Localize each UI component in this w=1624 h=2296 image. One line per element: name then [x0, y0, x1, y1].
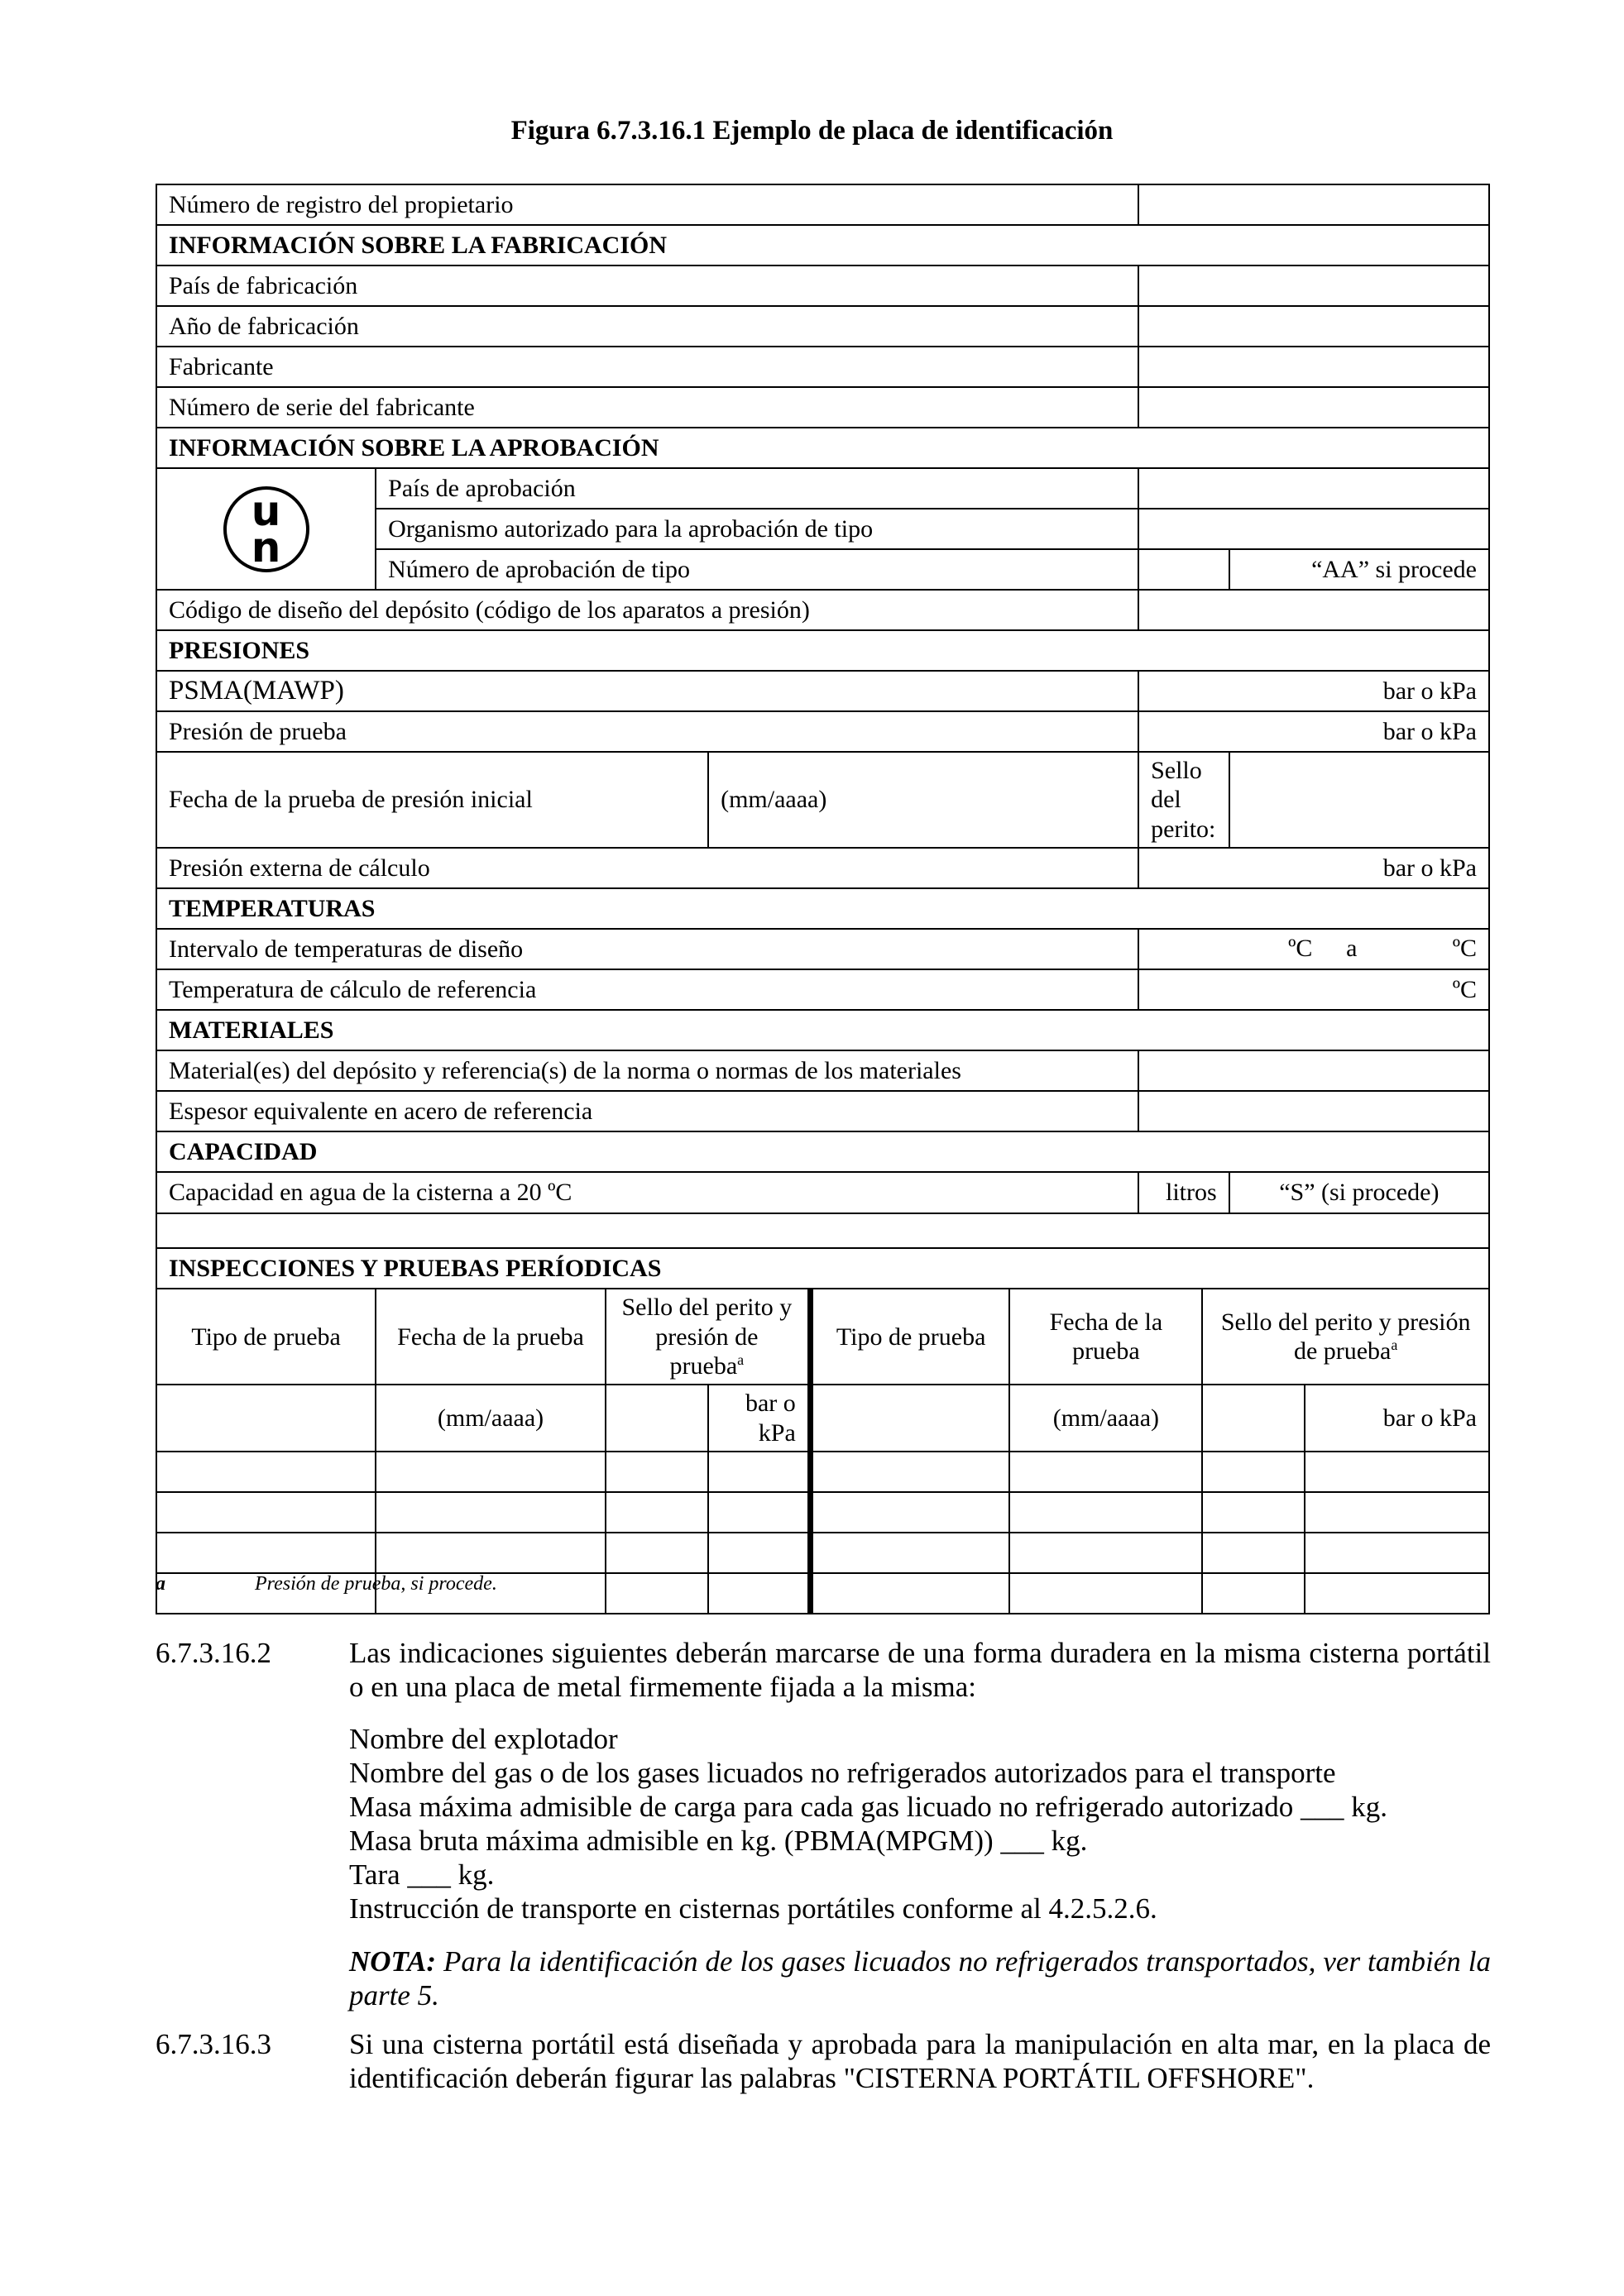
- col-test-type-1: Tipo de prueba: [156, 1289, 376, 1385]
- section-6-7-3-16-3-text: Si una cisterna portátil está diseñada y aprobada para la manipulación en alta mar, en la placa de identificación deberán figurar las palabras "CISTERNA PORTÁTIL OFFSHORE".: [349, 2028, 1491, 2094]
- col-stamp-pressure-2-text: Sello del perito y presión de prueba: [1220, 1308, 1471, 1366]
- marking-line: Nombre del gas o de los gases licuados no refrigerados autorizados para el transporte: [349, 1757, 1336, 1789]
- inspection-cell: [606, 1385, 708, 1452]
- country-of-approval-value: [1138, 468, 1489, 509]
- test-pressure-unit: bar o kPa: [1138, 711, 1489, 752]
- marking-line: Tara ___ kg.: [349, 1858, 495, 1891]
- un-logo-n: n: [251, 523, 281, 572]
- section-6-7-3-16-2-intro: Las indicaciones siguientes deberán marcarse de una forma duradera en la misma cisterna portátil o en una placa de metal firmemente fijada a la misma:: [349, 1637, 1491, 1703]
- un-logo-u: u: [251, 486, 281, 535]
- s-if-applicable: “S” (si procede): [1229, 1172, 1489, 1213]
- mawp-unit: bar o kPa: [1138, 671, 1489, 711]
- test-pressure-label: Presión de prueba: [156, 711, 1138, 752]
- mawp-label: PSMA(MAWP): [156, 671, 1138, 711]
- marking-line: Nombre del explotador: [349, 1723, 618, 1755]
- footnote-ref-2: a: [1391, 1337, 1398, 1354]
- shell-materials-label: Material(es) del depósito y referencia(s) de la norma o normas de los materiales: [156, 1050, 1138, 1091]
- marking-list: [349, 1722, 1491, 1925]
- reference-temp-unit: ºC: [1138, 969, 1489, 1010]
- reference-temp-label: Temperatura de cálculo de referencia: [156, 969, 1138, 1010]
- owner-registration-value: [1138, 184, 1489, 225]
- water-capacity-unit: litros: [1138, 1172, 1229, 1213]
- figure-title: Figura 6.7.3.16.1 Ejemplo de placa de identificación: [510, 116, 1114, 146]
- section-6-7-3-16-3-number: 6.7.3.16.3: [156, 2028, 271, 2060]
- marking-line: Masa máxima admisible de carga para cada gas licuado no refrigerado autorizado ___ kg.: [349, 1791, 1387, 1823]
- footnote: [156, 1573, 497, 1595]
- pressures-header: PRESIONES: [156, 630, 1489, 671]
- inspection-date-format-2: (mm/aaaa): [1009, 1385, 1202, 1452]
- footnote-marker: a: [156, 1573, 165, 1595]
- initial-test-date-format: (mm/aaaa): [708, 752, 1138, 848]
- approval-body-value: [1138, 509, 1489, 549]
- equiv-thickness-value: [1138, 1091, 1489, 1131]
- manufacturing-header: INFORMACIÓN SOBRE LA FABRICACIÓN: [156, 225, 1489, 265]
- approval-number-label: Número de aprobación de tipo: [376, 549, 1138, 590]
- serial-number-label: Número de serie del fabricante: [156, 387, 1138, 428]
- col-stamp-pressure-1: [606, 1289, 810, 1385]
- marking-line: Masa bruta máxima admisible en kg. (PBMA(MPGM)) ___ kg.: [349, 1825, 1088, 1857]
- inspection-cell: [156, 1385, 376, 1452]
- un-logo-cell: [156, 468, 376, 590]
- temp-from-unit: ºC: [1288, 935, 1313, 963]
- expert-stamp-value: [1229, 752, 1489, 848]
- note-label: NOTA:: [349, 1945, 436, 1978]
- capacity-header: CAPACIDAD: [156, 1131, 1489, 1172]
- col-stamp-pressure-1-text: Sello del perito y presión de prueba: [621, 1294, 793, 1380]
- un-logo-icon: [223, 486, 309, 572]
- note-text: Para la identificación de los gases licuados no refrigerados transportados, ver también la parte 5.: [349, 1945, 1491, 2011]
- inspection-date-format-1: (mm/aaaa): [376, 1385, 606, 1452]
- inspection-cell: [810, 1385, 1009, 1452]
- temperatures-header: TEMPERATURAS: [156, 888, 1489, 929]
- temp-to-unit: ºC: [1452, 935, 1477, 963]
- country-of-manufacture-value: [1138, 265, 1489, 306]
- blank-separator-row: [156, 1213, 1489, 1248]
- country-of-approval-label: País de aprobación: [376, 468, 1138, 509]
- design-code-label: Código de diseño del depósito (código de los aparatos a presión): [156, 590, 1138, 630]
- shell-materials-value: [1138, 1050, 1489, 1091]
- inspection-cell: [1202, 1385, 1304, 1452]
- col-test-date-1: Fecha de la prueba: [376, 1289, 606, 1385]
- identification-plate-table: [156, 184, 1490, 1614]
- owner-registration-label: Número de registro del propietario: [156, 184, 1138, 225]
- note: [349, 1944, 1491, 2012]
- external-pressure-label: Presión externa de cálculo: [156, 848, 1138, 888]
- design-temp-range-label: Intervalo de temperaturas de diseño: [156, 929, 1138, 969]
- inspection-row: [156, 1452, 1489, 1492]
- initial-test-date-label: Fecha de la prueba de presión inicial: [156, 752, 708, 848]
- approval-number-value: [1138, 549, 1229, 590]
- year-of-manufacture-label: Año de fabricación: [156, 306, 1138, 347]
- col-stamp-pressure-2: [1202, 1289, 1489, 1385]
- inspection-row: [156, 1492, 1489, 1533]
- inspection-row: [156, 1533, 1489, 1573]
- materials-header: MATERIALES: [156, 1010, 1489, 1050]
- inspection-unit-1: bar o kPa: [708, 1385, 810, 1452]
- inspection-unit-2: bar o kPa: [1305, 1385, 1490, 1452]
- footnote-text: Presión de prueba, si procede.: [255, 1573, 497, 1595]
- manufacturer-value: [1138, 347, 1489, 387]
- approval-header: INFORMACIÓN SOBRE LA APROBACIÓN: [156, 428, 1489, 468]
- footnote-ref-1: a: [737, 1351, 745, 1368]
- water-capacity-label: Capacidad en agua de la cisterna a 20 ºC: [156, 1172, 1138, 1213]
- section-6-7-3-16-2-number: 6.7.3.16.2: [156, 1637, 271, 1669]
- inspections-header: INSPECCIONES Y PRUEBAS PERÍODICAS: [156, 1248, 1489, 1289]
- country-of-manufacture-label: País de fabricación: [156, 265, 1138, 306]
- approval-body-label: Organismo autorizado para la aprobación de tipo: [376, 509, 1138, 549]
- design-code-value: [1138, 590, 1489, 630]
- external-pressure-unit: bar o kPa: [1138, 848, 1489, 888]
- year-of-manufacture-value: [1138, 306, 1489, 347]
- expert-stamp-label: Sello del perito:: [1138, 752, 1229, 848]
- manufacturer-label: Fabricante: [156, 347, 1138, 387]
- serial-number-value: [1138, 387, 1489, 428]
- aa-if-applicable: “AA” si procede: [1229, 549, 1489, 590]
- equiv-thickness-label: Espesor equivalente en acero de referencia: [156, 1091, 1138, 1131]
- marking-line: Instrucción de transporte en cisternas portátiles conforme al 4.2.5.2.6.: [349, 1892, 1157, 1925]
- col-test-type-2: Tipo de prueba: [810, 1289, 1009, 1385]
- col-test-date-2: Fecha de la prueba: [1009, 1289, 1202, 1385]
- temp-to-word: a: [1346, 935, 1358, 963]
- design-temp-range-value: [1138, 929, 1489, 969]
